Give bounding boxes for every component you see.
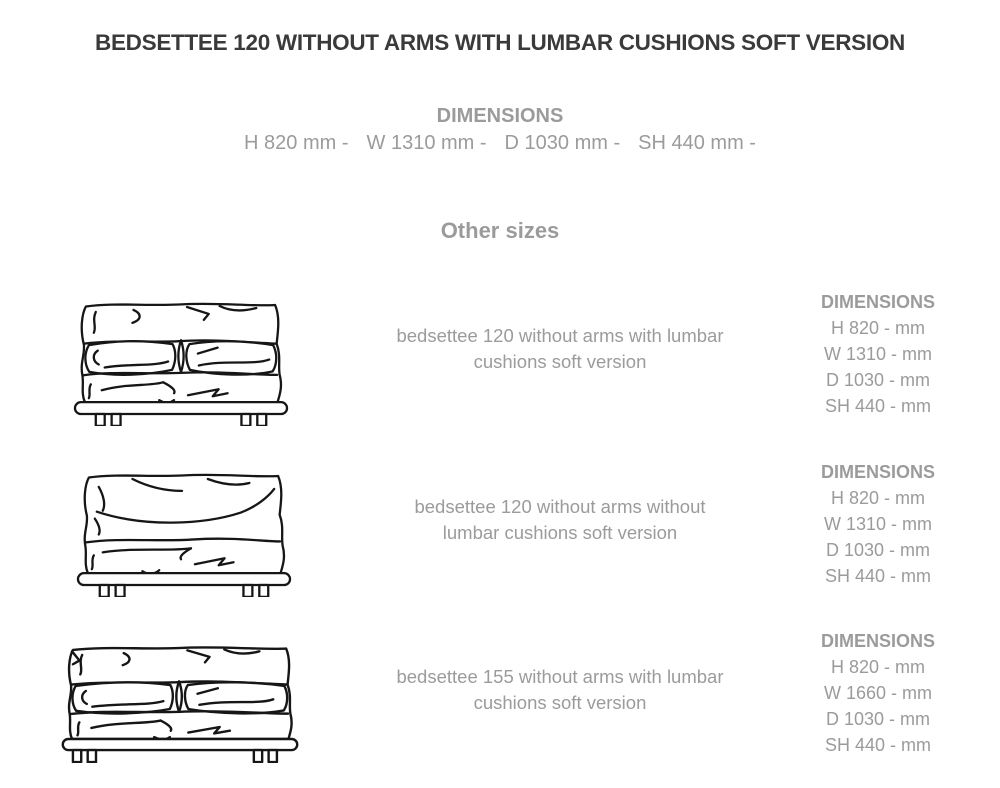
variant-dim-w: W 1310 - mm	[823, 514, 933, 534]
bedsettee-155-with-lumbar-cushions-front-drawing	[60, 643, 300, 763]
variant-dim-d: D 1030 - mm	[825, 709, 931, 729]
variant-dim-sh: SH 440 - mm	[824, 396, 932, 416]
variant-dim-h: H 820 - mm	[830, 488, 926, 508]
variant-name-line: cushions soft version	[473, 692, 647, 713]
variant-name	[365, 494, 755, 546]
page-title: BEDSETTEE 120 WITHOUT ARMS WITH LUMBAR CUSHIONS SOFT VERSION	[95, 30, 905, 55]
variant-dim-h: H 820 - mm	[830, 657, 926, 677]
variant-dimensions-heading: DIMENSIONS	[820, 631, 935, 651]
variant-dimensions	[803, 628, 953, 758]
dimensions-heading: DIMENSIONS	[436, 105, 564, 127]
variant-dimensions-heading: DIMENSIONS	[820, 292, 935, 312]
bedsettee-120-without-lumbar-cushions-front-drawing	[75, 470, 293, 597]
dimension-seat-height: SH 440 mm -	[638, 132, 756, 154]
variant-name-line: bedsettee 120 without arms without	[414, 496, 706, 517]
variant-name	[365, 664, 755, 716]
variant-dim-sh: SH 440 - mm	[824, 566, 932, 586]
variant-dim-sh: SH 440 - mm	[824, 735, 932, 755]
variant-name-line: bedsettee 155 without arms with lumbar	[396, 666, 724, 687]
dimension-height: H 820 mm -	[244, 132, 349, 154]
dimensions-values	[0, 132, 1000, 155]
variant-dim-w: W 1310 - mm	[823, 344, 933, 364]
variant-dim-d: D 1030 - mm	[825, 540, 931, 560]
variant-dimensions-heading: DIMENSIONS	[820, 462, 935, 482]
variant-dim-d: D 1030 - mm	[825, 370, 931, 390]
bedsettee-120-with-lumbar-cushions-front-drawing	[72, 299, 290, 426]
variant-name	[365, 323, 755, 375]
other-sizes-heading: Other sizes	[440, 218, 560, 243]
variant-dim-w: W 1660 - mm	[823, 683, 933, 703]
variant-dimensions	[803, 289, 953, 419]
variant-dim-h: H 820 - mm	[830, 318, 926, 338]
variant-name-line: lumbar cushions soft version	[442, 522, 678, 543]
dimension-width: W 1310 mm -	[366, 132, 487, 154]
variant-dimensions	[803, 459, 953, 589]
variant-name-line: bedsettee 120 without arms with lumbar	[396, 325, 724, 346]
dimension-depth: D 1030 mm -	[504, 132, 621, 154]
variant-name-line: cushions soft version	[473, 351, 647, 372]
